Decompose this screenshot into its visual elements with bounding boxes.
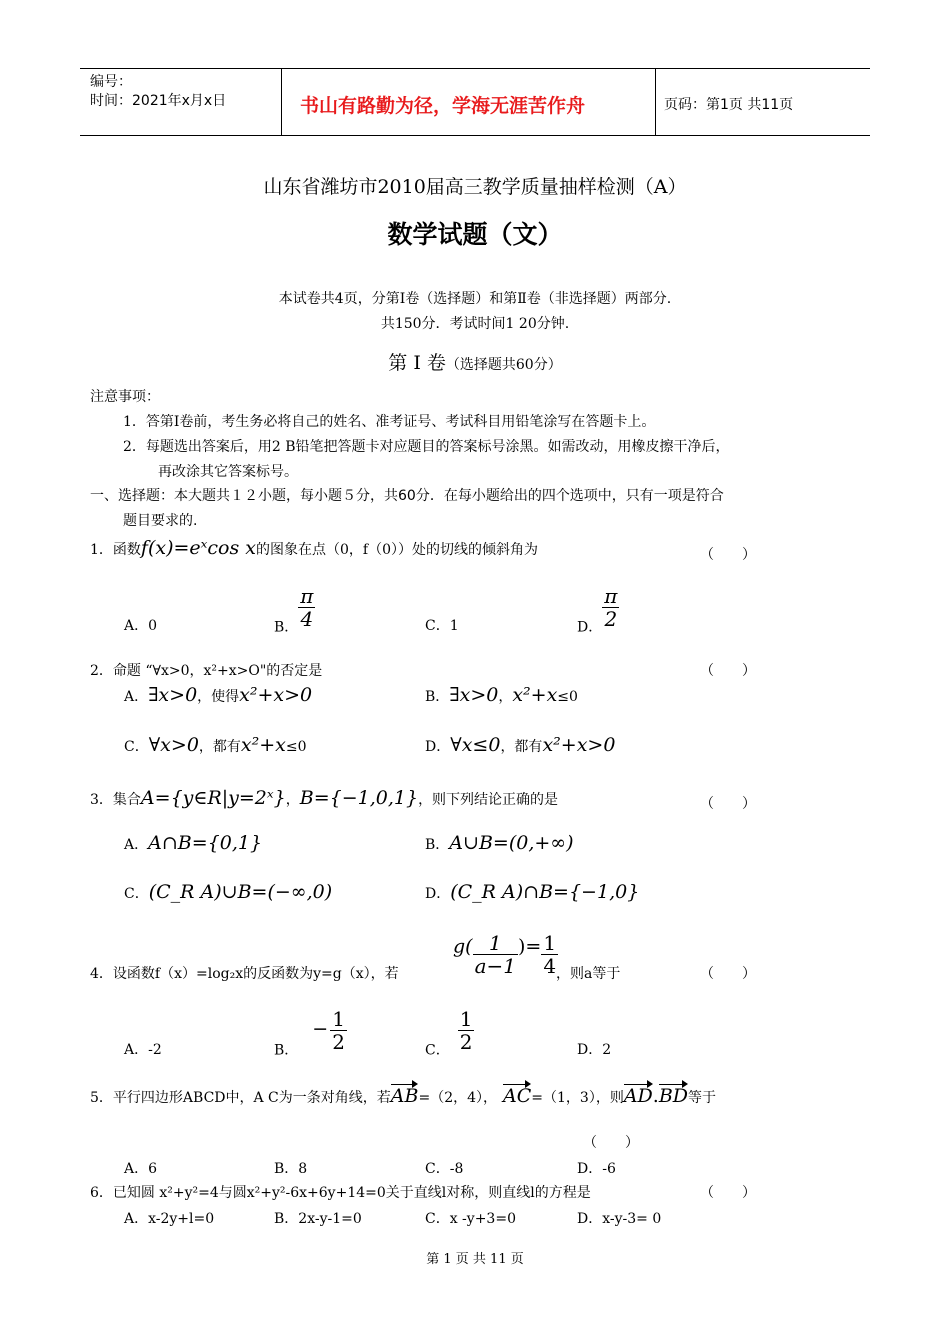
time-label: 时间：2021年x月x日 bbox=[90, 93, 227, 109]
q3-b-label: B． bbox=[425, 837, 450, 853]
q3-sep: ， bbox=[285, 792, 300, 808]
q3-option-b bbox=[425, 832, 574, 854]
q4-close: )= bbox=[517, 935, 542, 958]
q1-option-b bbox=[274, 585, 315, 637]
q2-b-label: B． bbox=[425, 689, 450, 705]
q4-option-b bbox=[274, 1008, 347, 1060]
q3-b-expr: A∪B=(0,+∞) bbox=[449, 832, 574, 854]
q2-a-expr-2: x²+x>0 bbox=[239, 684, 313, 706]
intro-line-1: 本试卷共4页，分第Ⅰ卷（选择题）和第Ⅱ卷（非选择题）两部分. bbox=[278, 291, 672, 307]
q4-rhs-numerator: 1 bbox=[543, 931, 557, 955]
q1-d-denominator: 2 bbox=[604, 607, 618, 631]
q5-text-1: 5．平行四边形ABCD中，A C为一条对角线，若 bbox=[90, 1090, 391, 1106]
q1-answer-paren: （ ） bbox=[700, 547, 756, 563]
question-6: 6．已知圆 x²+y²=4与圆x²+y²-6x+6y+14=0关于直线l对称，则直线l的方程是 bbox=[90, 1185, 591, 1201]
q2-d-mid: ，都有 bbox=[500, 739, 543, 755]
q3-a-label: A． bbox=[124, 837, 149, 853]
q2-a-label: A． bbox=[124, 689, 149, 705]
q5-option-b: B．8 bbox=[274, 1161, 308, 1177]
q3-c-expr: (C_R A)∪B=(−∞,0) bbox=[148, 881, 333, 903]
q3-c-label: C． bbox=[124, 886, 149, 902]
q1-option-c: C．1 bbox=[425, 618, 459, 634]
part1-title: 第 Ⅰ 卷 bbox=[388, 352, 446, 374]
q3-answer-paren: （ ） bbox=[700, 796, 756, 812]
q5-text-3: =（1，3），则 bbox=[531, 1090, 624, 1106]
vector-ac: AC bbox=[503, 1085, 532, 1107]
header-divider-1 bbox=[281, 68, 282, 136]
header-divider-2 bbox=[655, 68, 656, 136]
notes-heading: 注意事项： bbox=[90, 389, 160, 405]
q1-number: 1．函数 bbox=[90, 542, 141, 558]
q4-option-c bbox=[425, 1008, 474, 1060]
vector-bd: BD bbox=[658, 1085, 689, 1107]
q4-b-denominator: 2 bbox=[332, 1030, 345, 1054]
q4-tail: ，则a等于 bbox=[556, 966, 621, 982]
q2-answer-paren: （ ） bbox=[700, 663, 756, 679]
q2-option-c bbox=[124, 734, 307, 756]
question-5 bbox=[90, 1085, 716, 1107]
q2-option-d bbox=[425, 734, 615, 756]
header-bottom-rule bbox=[80, 135, 870, 136]
page-footer: 第 1 页 共 11 页 bbox=[426, 1252, 524, 1267]
q4-g: g( bbox=[453, 935, 473, 958]
question-3 bbox=[90, 787, 558, 809]
q2-c-expr-2: x²+x bbox=[240, 734, 286, 756]
q4-condition bbox=[453, 932, 558, 977]
q2-c-label: C． bbox=[124, 739, 149, 755]
q4-c-denominator: 2 bbox=[459, 1030, 473, 1054]
q4-inner-denominator: a−1 bbox=[474, 954, 516, 978]
q4-answer-paren: （ ） bbox=[700, 966, 756, 982]
q3-option-c bbox=[124, 881, 332, 903]
q1-b-numerator: π bbox=[300, 584, 314, 608]
vector-ab: AB bbox=[390, 1085, 419, 1107]
serial-label: 编号： bbox=[90, 74, 132, 90]
q3-a-expr: A∩B={0,1} bbox=[148, 832, 263, 854]
q1-option-d bbox=[577, 585, 619, 637]
q5-option-c: C．-8 bbox=[425, 1161, 464, 1177]
q2-a-expr-1: ∃x>0 bbox=[148, 684, 198, 706]
notes-item-2a: 2．每题选出答案后，用2 B铅笔把答题卡对应题目的答案标号涂黑。如需改动，用橡皮擦干净后， bbox=[123, 439, 730, 455]
q5-text-4: 等于 bbox=[688, 1090, 717, 1106]
q4-b-sign: − bbox=[312, 1017, 329, 1040]
q6-option-c: C．x -y+3=0 bbox=[425, 1211, 516, 1227]
q1-formula: f(x)=eˣcos x bbox=[140, 537, 256, 559]
q1-d-numerator: π bbox=[604, 584, 618, 608]
q6-answer-paren: （ ） bbox=[700, 1185, 756, 1201]
q2-c-mid: ，都有 bbox=[198, 739, 241, 755]
q2-d-expr-1: ∀x≤0 bbox=[450, 734, 501, 756]
vector-ad: AD bbox=[623, 1085, 653, 1107]
motto: 书山有路勤为径，学海无涯苦作舟 bbox=[300, 95, 586, 117]
q1-option-b-label: B． bbox=[274, 619, 299, 636]
q2-b-expr-2: x²+x bbox=[512, 684, 558, 706]
q2-d-label: D． bbox=[425, 739, 451, 755]
q3-set-a: A={y∈R|y=2ˣ} bbox=[140, 787, 286, 809]
q6-option-d: D．x-y-3= 0 bbox=[577, 1211, 662, 1227]
q1-b-denominator: 4 bbox=[300, 607, 314, 631]
q5-dot: . bbox=[652, 1085, 659, 1107]
q3-set-b: B={−1,0,1} bbox=[299, 787, 419, 809]
question-1 bbox=[90, 537, 538, 559]
q3-text: ，则下列结论正确的是 bbox=[418, 792, 559, 808]
q3-number: 3．集合 bbox=[90, 792, 141, 808]
part1-heading bbox=[0, 348, 950, 375]
intro-line-2: 共150分．考试时间1 20分钟. bbox=[380, 316, 570, 332]
q2-a-mid: ，使得 bbox=[197, 689, 240, 705]
q2-option-a bbox=[124, 684, 312, 706]
q2-option-b bbox=[425, 684, 578, 706]
question-4: 4．设函数f（x）=log₂x的反函数为y=g（x），若 bbox=[90, 966, 399, 982]
q4-rhs-denominator: 4 bbox=[543, 954, 557, 978]
q6-option-a: A．x-2y+l=0 bbox=[124, 1211, 215, 1227]
q3-d-label: D． bbox=[425, 886, 451, 902]
exam-subtitle: 山东省潍坊市2010届高三教学质量抽样检测（A） bbox=[263, 176, 687, 198]
q5-option-d: D．-6 bbox=[577, 1161, 616, 1177]
q1-text: 的图象在点（0，f（0））处的切线的倾斜角为 bbox=[256, 542, 538, 558]
q5-answer-paren: （ ） bbox=[583, 1135, 639, 1151]
q2-b-tail: ≤0 bbox=[557, 689, 578, 705]
q4-inner-numerator: 1 bbox=[473, 932, 518, 955]
q2-c-expr-1: ∀x>0 bbox=[148, 734, 199, 756]
section-1-line-1: 一、选择题：本大题共１２小题，每小题５分，共60分．在每小题给出的四个选项中，只有一项是符合 bbox=[90, 488, 724, 504]
header-top-rule bbox=[80, 68, 870, 69]
notes-item-2b: 再改涂其它答案标号。 bbox=[158, 464, 298, 480]
q4-b-numerator: 1 bbox=[332, 1007, 345, 1031]
q4-b-label: B． bbox=[274, 1042, 299, 1059]
q3-option-d bbox=[425, 881, 639, 903]
q2-c-tail: ≤0 bbox=[285, 739, 307, 755]
q4-option-d: D．2 bbox=[577, 1042, 612, 1058]
q1-option-d-label: D． bbox=[577, 619, 603, 636]
q3-option-a bbox=[124, 832, 262, 854]
exam-title: 数学试题（文） bbox=[387, 220, 563, 249]
q5-text-2: =（2，4）， bbox=[418, 1090, 498, 1106]
page-info: 页码：第1页 共11页 bbox=[664, 97, 794, 113]
q2-b-mid: ， bbox=[498, 689, 513, 705]
q4-c-numerator: 1 bbox=[459, 1007, 473, 1031]
q3-d-expr: (C_R A)∩B={−1,0} bbox=[450, 881, 640, 903]
q6-option-b: B．2x-y-1=0 bbox=[274, 1211, 362, 1227]
q2-d-expr-2: x²+x>0 bbox=[542, 734, 616, 756]
q1-option-a: A．0 bbox=[124, 618, 158, 634]
q2-b-expr-1: ∃x>0 bbox=[449, 684, 499, 706]
section-1-line-2: 题目要求的. bbox=[123, 513, 198, 529]
part1-note: （选择题共60分） bbox=[445, 357, 562, 373]
q5-option-a: A．6 bbox=[124, 1161, 158, 1177]
q4-option-a: A．-2 bbox=[124, 1042, 162, 1058]
notes-item-1: 1．答第Ⅰ卷前，考生务必将自己的姓名、准考证号、考试科目用铅笔涂写在答题卡上。 bbox=[123, 414, 656, 430]
q4-c-label: C． bbox=[425, 1042, 450, 1059]
question-2: 2．命题 “∀x>0，x²+x>O"的否定是 bbox=[90, 663, 323, 679]
